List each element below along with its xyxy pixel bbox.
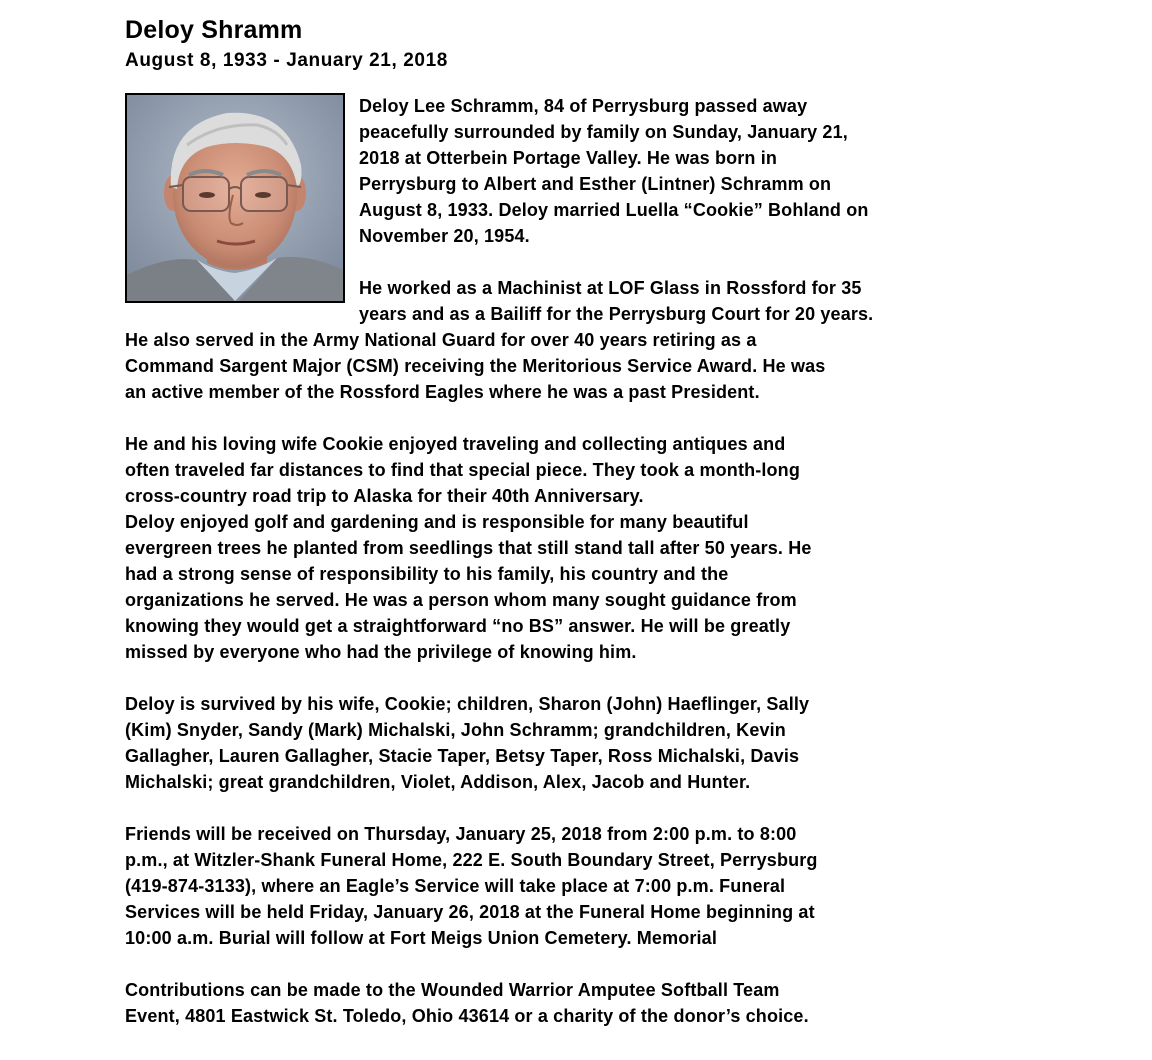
text-line: often traveled far distances to find that special piece. They took a month-long [125, 460, 800, 480]
deceased-name-title: Deloy Shramm [125, 16, 303, 44]
text-line: missed by everyone who had the privilege of knowing him. [125, 642, 637, 662]
text-line: peacefully surrounded by family on Sunday, January 21, [359, 122, 848, 142]
text-line: cross-country road trip to Alaska for their 40th Anniversary. [125, 486, 644, 506]
text-line: 2018 at Otterbein Portage Valley. He was born in [359, 148, 778, 168]
text-line: Event, 4801 Eastwick St. Toledo, Ohio 43614 or a charity of the donor’s choice. [125, 1006, 809, 1026]
text-line: Deloy enjoyed golf and gardening and is responsible for many beautiful [125, 512, 749, 532]
text-line: Contributions can be made to the Wounded Warrior Amputee Softball Team [125, 980, 780, 1000]
paragraph-services [125, 821, 1005, 951]
portrait-image [127, 95, 343, 301]
text-line: Deloy Lee Schramm, 84 of Perrysburg passed away [359, 96, 808, 116]
text-line: He and his loving wife Cookie enjoyed traveling and collecting antiques and [125, 434, 786, 454]
text-line: had a strong sense of responsibility to his family, his country and the [125, 564, 729, 584]
text-line: 10:00 a.m. Burial will follow at Fort Meigs Union Cemetery. Memorial [125, 928, 717, 948]
text-line: Command Sargent Major (CSM) receiving the Meritorious Service Award. He was [125, 356, 826, 376]
text-line: organizations he served. He was a person whom many sought guidance from [125, 590, 797, 610]
paragraph-survivors [125, 691, 1005, 795]
text-line: (419-874-3133), where an Eagle’s Service will take place at 7:00 p.m. Funeral [125, 876, 786, 896]
text-line: Services will be held Friday, January 26, 2018 at the Funeral Home beginning at [125, 902, 815, 922]
text-line: evergreen trees he planted from seedlings that still stand tall after 50 years. He [125, 538, 812, 558]
text-line: knowing they would get a straightforward “no BS” answer. He will be greatly [125, 616, 791, 636]
text-line: years and as a Bailiff for the Perrysburg Court for 20 years. [359, 304, 874, 324]
text-line: November 20, 1954. [359, 226, 530, 246]
text-line: August 8, 1933. Deloy married Luella “Cookie” Bohland on [359, 200, 869, 220]
text-line: p.m., at Witzler-Shank Funeral Home, 222 E. South Boundary Street, Perrysburg [125, 850, 818, 870]
text-line: He worked as a Machinist at LOF Glass in Rossford for 35 [359, 278, 862, 298]
portrait-photo [125, 93, 345, 303]
obituary-body [125, 93, 1005, 1029]
obituary-page [125, 14, 1005, 1029]
paragraph-personal-life [125, 431, 1005, 665]
life-dates: August 8, 1933 - January 21, 2018 [125, 50, 448, 71]
text-line: Perrysburg to Albert and Esther (Lintner) Schramm on [359, 174, 832, 194]
text-line: He also served in the Army National Guard for over 40 years retiring as a [125, 330, 757, 350]
paragraph-contributions [125, 977, 1005, 1029]
text-line: an active member of the Rossford Eagles where he was a past President. [125, 382, 760, 402]
text-line: Gallagher, Lauren Gallagher, Stacie Taper, Betsy Taper, Ross Michalski, Davis [125, 746, 800, 766]
text-line: Deloy is survived by his wife, Cookie; children, Sharon (John) Haeflinger, Sally [125, 694, 810, 714]
text-line: (Kim) Snyder, Sandy (Mark) Michalski, John Schramm; grandchildren, Kevin [125, 720, 786, 740]
text-line: Friends will be received on Thursday, January 25, 2018 from 2:00 p.m. to 8:00 [125, 824, 797, 844]
text-line: Michalski; great grandchildren, Violet, Addison, Alex, Jacob and Hunter. [125, 772, 751, 792]
